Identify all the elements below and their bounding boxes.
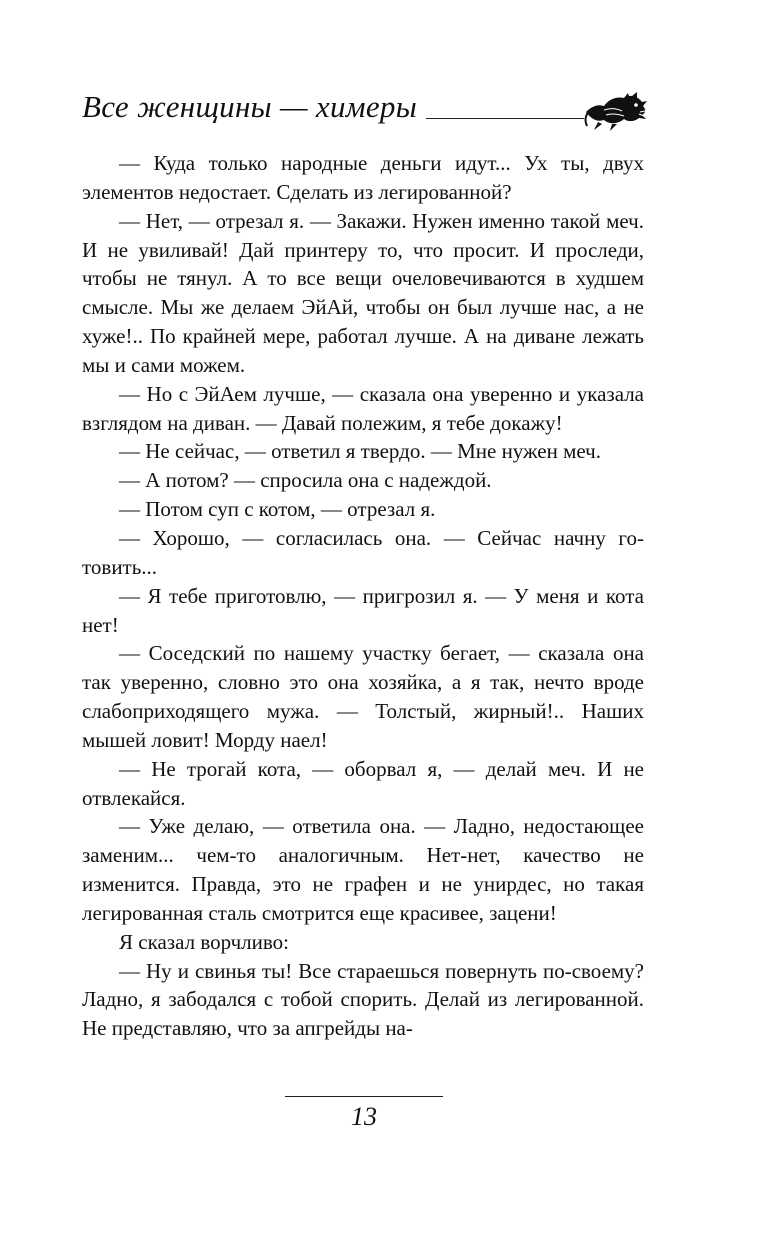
header-rule	[426, 118, 584, 119]
paragraph: — Потом суп с котом, — отрезал я.	[119, 497, 436, 522]
paragraph: — Нет, — отрезал я. — Закажи. Нужен именно такой меч. И не увиливай! Дай принтеру то, что просит. И проследи, чтобы не тянул. А то все вещи очеловечиваются в худшем смысле. Мы же делаем ЭйАй, чтобы он был лучше нас, а не хуже!.. По крайней мере, работал лучше. А на диване лежать мы и сами можем.	[82, 208, 644, 377]
paragraph: Я сказал ворчливо:	[119, 929, 289, 954]
paragraph: — Не сейчас, — ответил я твердо. — Мне нужен меч.	[119, 439, 601, 464]
running-title: Все женщины — химеры	[82, 89, 417, 124]
paragraph: — Уже делаю, — ответила она. — Ладно, недостающее заменим... чем-то аналогичным. Нет-нет, качество не изменится. Правда, это не графен и не унирдес, но такая легированная сталь смотрится еще красивее, зацени!	[82, 814, 644, 925]
paragraph: — Хорошо, — согласилась она. — Сейчас начну готовить...	[82, 525, 644, 579]
paragraph: — Но с ЭйАем лучше, — сказала она уверенно и указала взглядом на диван. — Давай полежим, я тебе докажу!	[82, 381, 644, 435]
footer-rule	[285, 1096, 443, 1097]
paragraph: — Куда только народные деньги идут... Ух ты, двух элементов недостает. Сделать из легированной?	[82, 151, 644, 204]
paragraph: — Соседский по нашему участку бегает, — сказала она так уверенно, словно это она хозяйка, а я так, нечто вроде слабоприходящего мужа. — Толстый, жирный!.. Наших мышей ловит! Морду наел!	[82, 641, 644, 752]
dragon-icon	[584, 92, 648, 132]
paragraph: — Не трогай кота, — оборвал я, — делай меч. И не отвлекайся.	[82, 756, 644, 810]
page-number: 13	[351, 1102, 377, 1131]
paragraph: — Я тебе приготовлю, — пригрозил я. — У меня и кота нет!	[82, 583, 644, 637]
paragraph: — Ну и свинья ты! Все стараешься повернуть по-своему? Ладно, я забодался с тобой спорить. Делай из легированной. Не представляю, что за апгрейды на-	[82, 958, 644, 1041]
paragraph: — А потом? — спросила она с надеждой.	[119, 468, 492, 493]
body-text	[82, 149, 644, 1043]
running-header	[82, 88, 648, 132]
